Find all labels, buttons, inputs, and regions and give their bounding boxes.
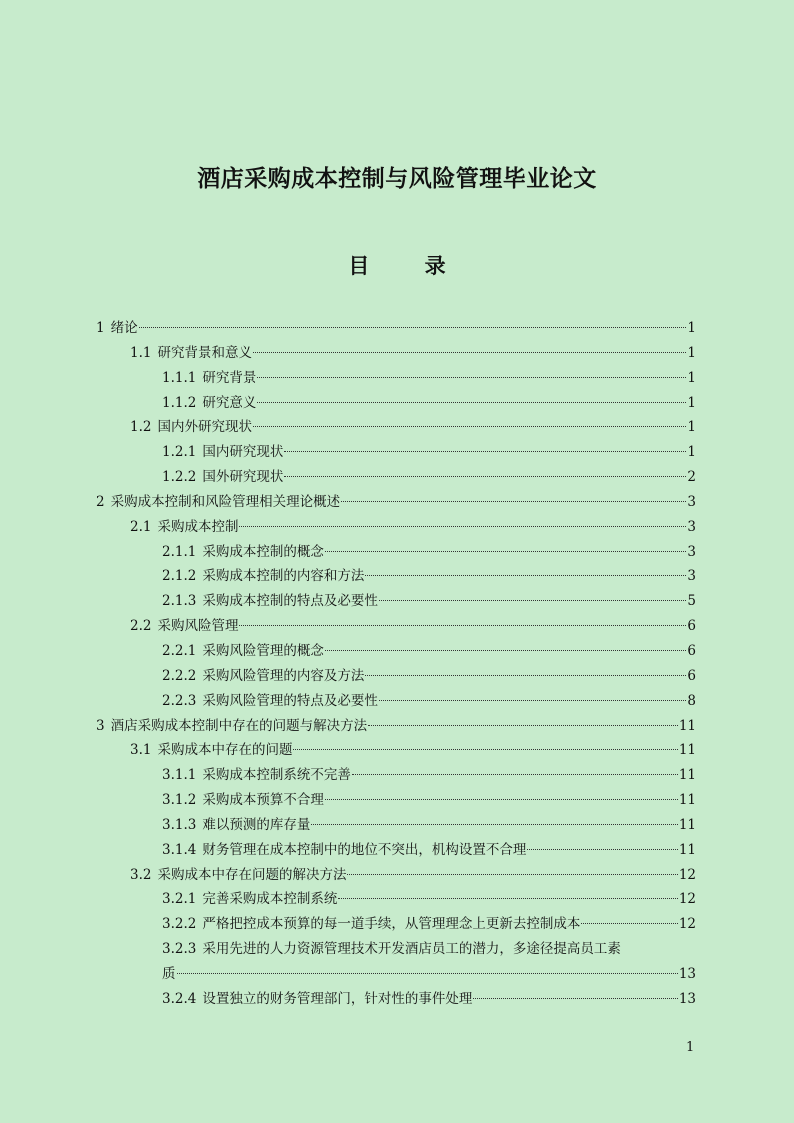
toc-entry[interactable] <box>96 763 696 788</box>
toc-entry[interactable] <box>96 664 696 689</box>
toc-entry-title: 国内外研究现状 <box>157 419 252 436</box>
toc-entry-number: 1.1 <box>130 344 152 361</box>
toc-leader-dots <box>341 500 686 502</box>
toc-leader-dots <box>253 425 686 427</box>
toc-entry[interactable] <box>96 341 696 366</box>
toc-entry-page: 11 <box>678 767 696 784</box>
toc-entry-title: 难以预测的库存量 <box>202 816 311 833</box>
toc-leader-dots <box>473 997 677 999</box>
toc-entry-page: 3 <box>687 493 696 510</box>
toc-leader-dots <box>347 873 677 875</box>
toc-entry-title: 采购风险管理的内容及方法 <box>202 667 365 684</box>
toc-entry-title-continued: 质 <box>162 965 176 982</box>
toc-entry[interactable] <box>96 714 696 739</box>
toc-leader-dots <box>325 649 687 651</box>
toc-entry-number: 3.2.3 <box>162 941 197 958</box>
toc-entry[interactable] <box>96 838 696 863</box>
toc-entry-number: 3.1.3 <box>162 816 197 833</box>
toc-entry[interactable] <box>96 540 696 565</box>
toc-entry-number: 2.2 <box>130 618 152 635</box>
toc-entry-number: 1.1.1 <box>162 369 197 386</box>
toc-entry-number: 3.1.4 <box>162 841 197 858</box>
toc-leader-dots <box>293 748 677 750</box>
toc-entry-page: 11 <box>678 717 696 734</box>
toc-entry-page: 1 <box>687 419 696 436</box>
toc-entry-title: 酒店采购成本控制中存在的问题与解决方法 <box>110 717 368 734</box>
toc-entry-number: 2.2.3 <box>162 692 197 709</box>
toc-leader-dots <box>257 401 686 403</box>
toc-entry-number: 1.2.2 <box>162 469 197 486</box>
toc-entry-page: 3 <box>687 543 696 560</box>
toc-entry-title: 研究背景 <box>202 369 257 386</box>
toc-entry[interactable] <box>96 813 696 838</box>
toc-entry-number: 2.1.3 <box>162 593 197 610</box>
toc-entry-page: 13 <box>678 990 696 1007</box>
toc-entry-title: 采用先进的人力资源管理技术开发酒店员工的潜力，多途径提高员工素 <box>202 941 621 958</box>
toc-entry-page: 1 <box>687 369 696 386</box>
toc-entry-number: 3.2.4 <box>162 990 197 1007</box>
toc-entry-page: 1 <box>687 320 696 336</box>
toc-entry[interactable] <box>96 564 696 589</box>
toc-leader-dots <box>284 450 686 452</box>
toc-leader-dots <box>325 798 678 800</box>
toc-entry-title: 国内研究现状 <box>202 444 284 461</box>
toc-entry-number: 1.1.2 <box>162 394 197 411</box>
toc-entry-title: 采购风险管理 <box>157 618 239 635</box>
toc-leader-dots <box>379 699 687 701</box>
toc-entry[interactable] <box>96 391 696 416</box>
toc-entry[interactable] <box>96 863 696 888</box>
toc-entry-title: 研究意义 <box>202 394 257 411</box>
toc-entry-number: 1.2 <box>130 419 152 436</box>
toc-entry-title: 国外研究现状 <box>202 469 284 486</box>
toc-entry-page: 11 <box>678 841 696 858</box>
toc-leader-dots <box>239 525 686 527</box>
toc-entry[interactable] <box>96 465 696 490</box>
toc-entry-page: 12 <box>678 891 696 908</box>
toc-leader-dots <box>177 972 678 974</box>
toc-entry-title: 完善采购成本控制系统 <box>202 891 338 908</box>
toc-entry-page: 5 <box>687 593 696 610</box>
toc-leader-dots <box>352 773 678 775</box>
toc-entry-page: 6 <box>687 618 696 635</box>
toc-entry[interactable] <box>96 887 696 912</box>
toc-entry-number: 2.1.1 <box>162 543 197 560</box>
toc-entry-number: 3 <box>96 717 105 734</box>
toc-entry-number: 1.2.1 <box>162 444 197 461</box>
toc-entry[interactable] <box>96 515 696 540</box>
toc-entry[interactable] <box>96 490 696 515</box>
toc-entry-title: 采购成本中存在问题的解决方法 <box>157 866 347 883</box>
toc-entry-page: 11 <box>678 742 696 759</box>
toc-entry-page: 11 <box>678 816 696 833</box>
toc-entry[interactable] <box>96 738 696 763</box>
toc-leader-dots <box>527 848 677 850</box>
toc-entry-number: 2.1 <box>130 518 152 535</box>
document-title: 酒店采购成本控制与风险管理毕业论文 <box>197 165 597 192</box>
toc-entry-title: 采购成本控制的内容和方法 <box>202 568 365 585</box>
toc-leader-dots <box>239 624 686 626</box>
toc-entry-number: 2.2.1 <box>162 642 197 659</box>
toc-leader-dots <box>368 724 678 726</box>
page-number: 1 <box>686 1040 695 1055</box>
toc-entry[interactable] <box>96 614 696 639</box>
toc-entry-number: 3.2 <box>130 866 152 883</box>
toc-entry-title: 绪论 <box>110 320 138 336</box>
toc-leader-dots <box>338 897 677 899</box>
toc-entry-title: 采购成本预算不合理 <box>202 792 324 809</box>
toc-entry[interactable] <box>96 639 696 664</box>
toc-entry-number: 3.1.2 <box>162 792 197 809</box>
toc-entry-title: 研究背景和意义 <box>157 344 252 361</box>
table-of-contents <box>96 316 696 1012</box>
toc-entry-title: 设置独立的财务管理部门，针对性的事件处理 <box>202 990 473 1007</box>
toc-entry-number: 1 <box>96 320 105 336</box>
toc-entry[interactable] <box>96 366 696 391</box>
toc-entry-number: 3.2.2 <box>162 916 197 933</box>
toc-entry-title: 财务管理在成本控制中的地位不突出，机构设置不合理 <box>202 841 527 858</box>
toc-entry-number: 3.1.1 <box>162 767 197 784</box>
toc-entry-number: 2.2.2 <box>162 667 197 684</box>
toc-entry[interactable] <box>96 912 696 937</box>
toc-entry-page: 13 <box>678 965 696 982</box>
toc-entry[interactable] <box>96 589 696 614</box>
toc-entry-page: 1 <box>687 394 696 411</box>
toc-entry-number: 2.1.2 <box>162 568 197 585</box>
toc-entry-number: 2 <box>96 493 105 510</box>
toc-leader-dots <box>365 674 686 676</box>
toc-leader-dots <box>253 351 686 353</box>
toc-entry[interactable] <box>96 316 696 341</box>
toc-entry-page: 3 <box>687 568 696 585</box>
toc-entry-title: 采购成本控制 <box>157 518 239 535</box>
toc-leader-dots <box>257 376 686 378</box>
toc-entry-title: 采购成本控制系统不完善 <box>202 767 351 784</box>
toc-entry-page: 1 <box>687 444 696 461</box>
toc-entry-page: 8 <box>687 692 696 709</box>
toc-entry-page: 12 <box>678 916 696 933</box>
toc-heading: 目 录 <box>348 253 470 278</box>
toc-entry-page: 2 <box>687 469 696 486</box>
toc-entry[interactable] <box>96 689 696 714</box>
toc-entry-page: 11 <box>678 792 696 809</box>
toc-entry-page: 6 <box>687 667 696 684</box>
toc-leader-dots <box>365 574 686 576</box>
toc-entry-title: 采购成本控制的特点及必要性 <box>202 593 378 610</box>
toc-entry-page: 12 <box>678 866 696 883</box>
toc-entry-title: 采购风险管理的概念 <box>202 642 324 659</box>
toc-entry-page: 6 <box>687 642 696 659</box>
toc-entry-title: 采购风险管理的特点及必要性 <box>202 692 378 709</box>
toc-entry-page: 1 <box>687 344 696 361</box>
toc-entry-number: 3.1 <box>130 742 152 759</box>
toc-entry[interactable] <box>96 937 696 987</box>
toc-entry-title: 采购成本控制和风险管理相关理论概述 <box>110 493 341 510</box>
toc-leader-dots <box>379 599 687 601</box>
toc-leader-dots <box>139 326 687 328</box>
toc-entry-title: 严格把控成本预算的每一道手续，从管理理念上更新去控制成本 <box>202 916 581 933</box>
toc-entry-title: 采购成本中存在的问题 <box>157 742 293 759</box>
toc-entry-number: 3.2.1 <box>162 891 197 908</box>
toc-entry-title: 采购成本控制的概念 <box>202 543 324 560</box>
toc-leader-dots <box>581 922 677 924</box>
toc-entry[interactable] <box>96 987 696 1012</box>
toc-leader-dots <box>325 550 687 552</box>
toc-entry[interactable] <box>96 440 696 465</box>
toc-entry[interactable] <box>96 788 696 813</box>
toc-leader-dots <box>311 823 677 825</box>
toc-entry[interactable] <box>96 415 696 440</box>
toc-leader-dots <box>284 475 686 477</box>
toc-entry-page: 3 <box>687 518 696 535</box>
